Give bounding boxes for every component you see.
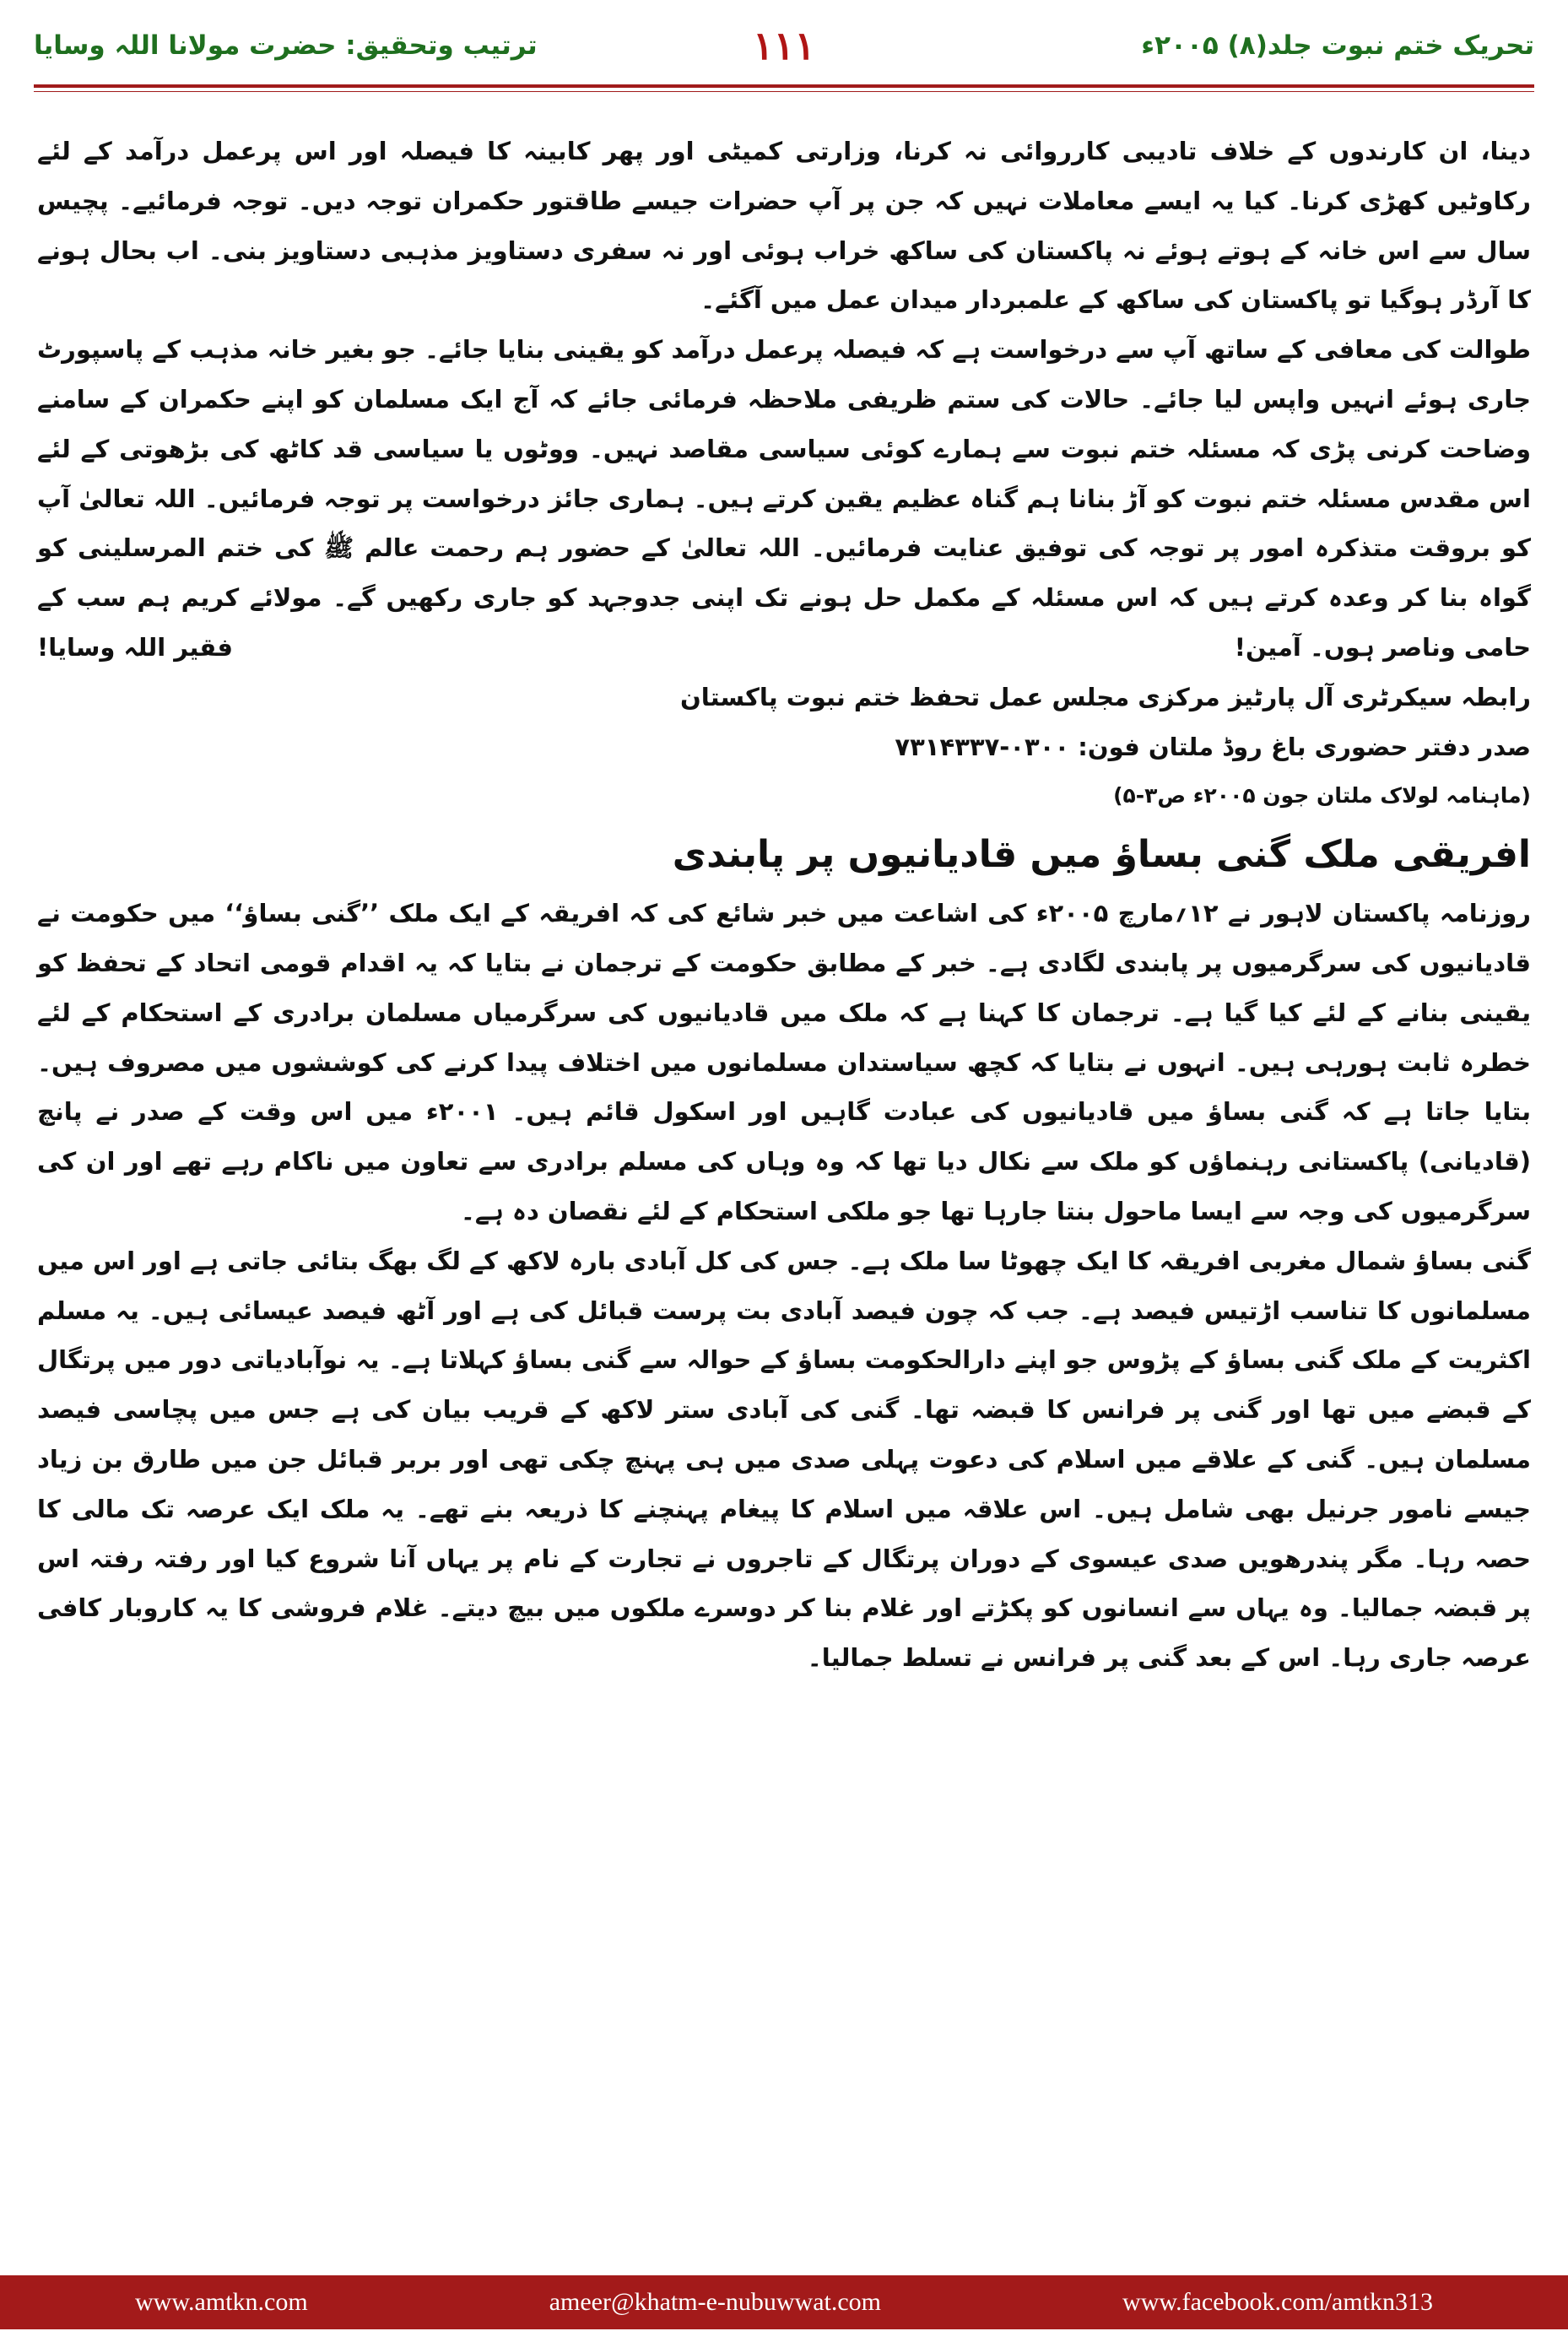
compiler-credit: ترتیب وتحقیق: حضرت مولانا اللہ وسایا [34, 30, 538, 61]
office-address: صدر دفتر حضوری باغ روڈ ملتان فون: ۰۳۰۰-۷۳۱۴۳۳۷ [895, 732, 1531, 761]
header-divider-thin [34, 91, 1534, 92]
header-divider [34, 84, 1534, 88]
facebook-link[interactable]: www.facebook.com/amtkn313 [1122, 2288, 1433, 2316]
page-body [37, 127, 1531, 1683]
letter-paragraph: طوالت کی معافی کے ساتھ آپ سے درخواست ہے کہ فیصلہ پرعمل درآمد کو یقینی بنایا جائے۔ جو بغیر خانہ مذہب کے پاسپورٹ جاری ہوئے انہیں واپس لیا جائے۔ حالات کی ستم ظریفی ملاحظہ فرمائی جائے کہ آج ایک مسلمان کو اپنے حکمران کے سامنے وضاحت کرنی پڑی کہ مسئلہ ختم نبوت سے ہمارے کوئی سیاسی مقاصد نہیں۔ ووٹوں یا سیاسی قد کاٹھ کی بڑھوتی کے لئے اس مقدس مسئلہ ختم نبوت کو آڑ بنانا ہم گناہ عظیم یقین کرتے ہیں۔ ہماری جائز درخواست پر توجہ فرمائیں۔ اللہ تعالیٰ آپ کو بروقت متذکرہ امور پر توجہ کی توفیق عنایت فرمائیں۔ اللہ تعالیٰ کے حضور ہم رحمت عالم ﷺ کی ختم المرسلینی کو گواہ بنا کر وعدہ کرتے ہیں کہ اس مسئلہ کے مکمل حل ہونے تک اپنی جدوجہد کو جاری رکھیں گے۔ مولائے کریم ہم سب کے حامی وناصر ہوں۔ آمین! [37, 335, 1531, 662]
website-link[interactable]: www.amtkn.com [135, 2288, 308, 2316]
footer-bar [0, 2275, 1568, 2329]
article-paragraph: روزنامہ پاکستان لاہور نے ۱۲؍مارچ ۲۰۰۵ء کی اشاعت میں خبر شائع کی کہ افریقہ کے ایک ملک ’’گنی بساؤ‘‘ میں حکومت نے قادیانیوں کی سرگرمیوں پر پابندی لگادی ہے۔ خبر کے مطابق حکومت کے ترجمان نے بتایا کہ یہ اقدام قومی اتحاد کے تحفظ کو یقینی بنانے کے لئے کیا گیا ہے۔ ترجمان کا کہنا ہے کہ ملک میں قادیانیوں کی سرگرمیاں مسلمان برادری کے استحکام کے لئے خطرہ ثابت ہورہی ہیں۔ انہوں نے بتایا کہ کچھ سیاستدان مسلمانوں میں اختلاف پیدا کرنے کی کوششوں میں مصروف ہیں۔ بتایا جاتا ہے کہ گنی بساؤ میں قادیانیوں کی عبادت گاہیں اور اسکول قائم ہیں۔ ۲۰۰۱ء میں اس وقت کے صدر نے پانچ (قادیانی) پاکستانی رہنماؤں کو ملک سے نکال دیا تھا کہ وہ وہاں کی مسلم برادری سے تعاون میں ناکام رہے تھے اور ان کی سرگرمیوں کی وجہ سے ایسا ماحول بنتا جارہا تھا جو ملکی استحکام کے لئے نقصان دہ ہے۔ [37, 899, 1532, 1225]
email-link[interactable]: ameer@khatm-e-nubuwwat.com [549, 2288, 882, 2316]
page-header [34, 15, 1534, 76]
book-title: تحریک ختم نبوت جلد(۸) ۲۰۰۵ء [1141, 30, 1534, 61]
signature: فقیر اللہ وسایا! [37, 632, 234, 662]
article-paragraph: گنی بساؤ شمال مغربی افریقہ کا ایک چھوٹا سا ملک ہے۔ جس کی کل آبادی بارہ لاکھ کے لگ بھگ بتائی جاتی ہے اور اس میں مسلمانوں کا تناسب اڑتیس فیصد ہے۔ جب کہ چون فیصد آبادی بت پرست قبائل کی ہے اور آٹھ فیصد عیسائی ہیں۔ یہ مسلم اکثریت کے ملک گنی بساؤ کے پڑوس جو اپنے دارالحکومت بساؤ کے حوالہ سے گنی بساؤ کہلاتا ہے۔ یہ نوآبادیاتی دور میں پرتگال کے قبضے میں تھا اور گنی پر فرانس کا قبضہ تھا۔ گنی کی آبادی ستر لاکھ کے قریب بیان کی ہے جس میں پچاسی فیصد مسلمان ہیں۔ گنی کے علاقے میں اسلام کی دعوت پہلی صدی میں ہی پہنچ چکی تھی اور بربر قبائل جن میں طارق بن زیاد جیسے نامور جرنیل بھی شامل ہیں۔ اس علاقہ میں اسلام کا پیغام پہنچنے کا ذریعہ بنے تھے۔ یہ ملک ایک عرصہ تک مالی کا حصہ رہا۔ مگر پندرھویں صدی عیسوی کے دوران پرتگال کے تاجروں نے تجارت کے نام پر یہاں آنا شروع کیا اور رفتہ رفتہ اس پر قبضہ جمالیا۔ وہ یہاں سے انسانوں کو پکڑتے اور غلام بنا کر دوسرے ملکوں میں بیچ دیتے۔ غلام فروشی کا یہ کاروبار کافی عرصہ جاری رہا۔ اس کے بعد گنی پر فرانس نے تسلط جمالیا۔ [37, 1246, 1531, 1673]
letter-paragraph: دینا، ان کارندوں کے خلاف تادیبی کارروائی نہ کرنا، وزارتی کمیٹی اور پھر کابینہ کا فیصلہ اور اس پرعمل درآمد کے لئے رکاوٹیں کھڑی کرنا۔ کیا یہ ایسے معاملات نہیں کہ جن پر آپ حضرات جیسے طاقتور حکمران توجہ دیں۔ توجہ فرمائیے۔ پچیس سال سے اس خانہ کے ہوتے ہوئے نہ پاکستان کی ساکھ خراب ہوئی اور نہ سفری دستاویز مذہبی دستاویز بنی۔ اب بحال ہونے کا آرڈر ہوگیا تو پاکستان کی ساکھ کے علمبردار میدان عمل میں آگئے۔ [37, 137, 1531, 315]
article-heading: افریقی ملک گنی بساؤ میں قادیانیوں پر پابندی [672, 833, 1531, 877]
source-citation: (ماہنامہ لولاک ملتان جون ۲۰۰۵ء ص۳-۵) [1113, 783, 1531, 809]
signature-title: رابطہ سیکرٹری آل پارٹیز مرکزی مجلس عمل تحفظ ختم نبوت پاکستان [679, 682, 1531, 711]
page-number: ۱۱۱ [752, 23, 816, 68]
